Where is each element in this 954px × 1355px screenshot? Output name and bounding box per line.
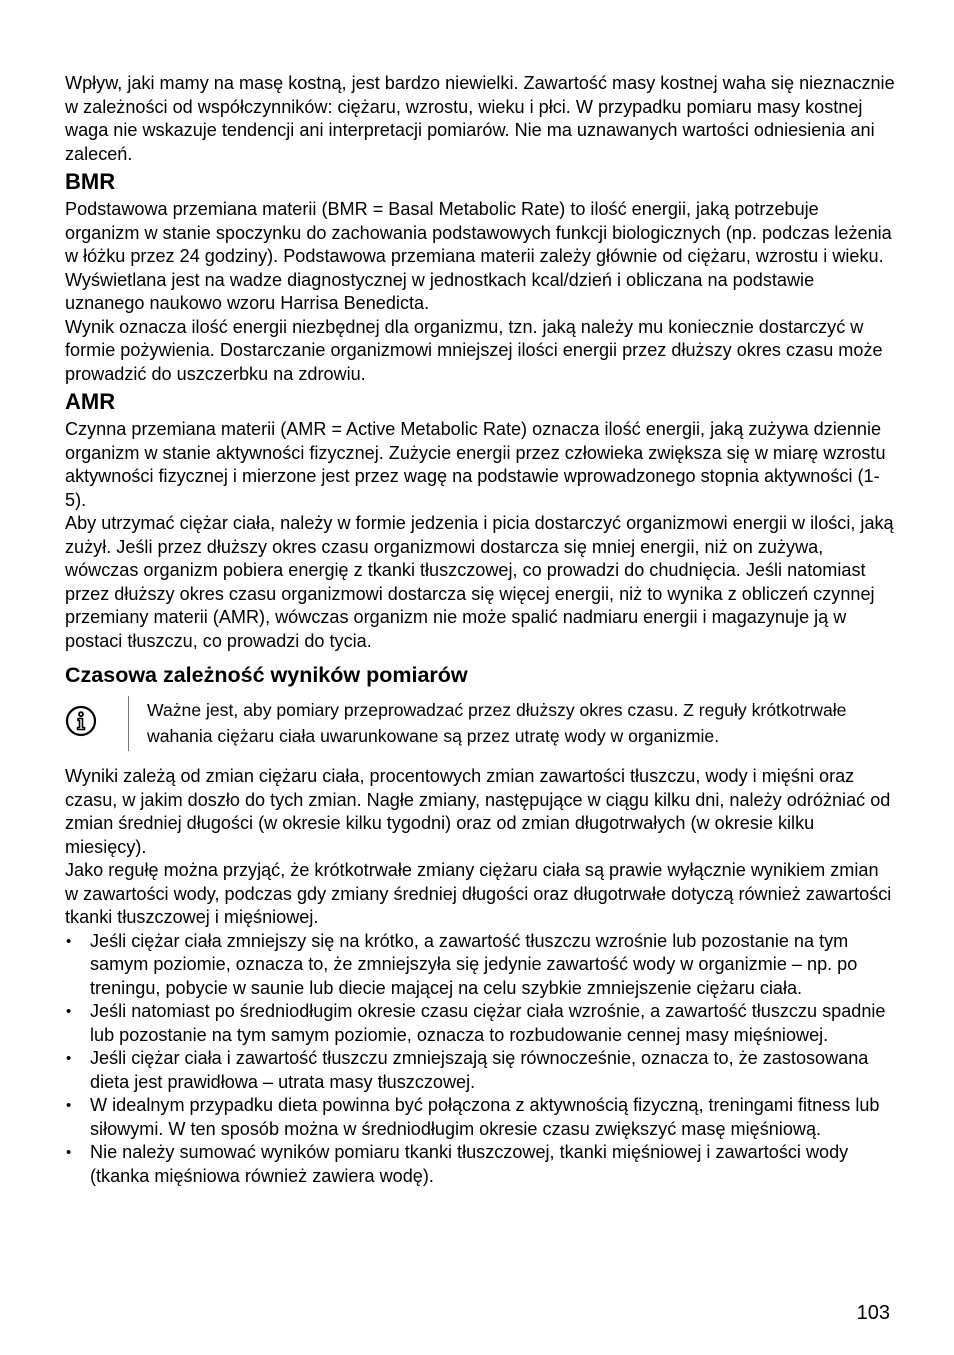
info-circle-icon xyxy=(65,698,128,744)
bmr-heading: BMR xyxy=(65,169,116,194)
czasowa-paragraph-1: Wyniki zależą od zmian ciężaru ciała, procentowych zmian zawartości tłuszczu, wody i mięśni oraz czasu, w jakim doszło do tych zmian. Nagłe zmiany, następujące w ciągu kilku dni, należy odróżniać od zmian średniej długości (w okresie kilku tygodni) oraz od zmian długotrwałych (w okresie kilku miesięcy). xyxy=(65,766,891,857)
bmr-paragraph-1: Podstawowa przemiana materii (BMR = Basal Metabolic Rate) to ilość energii, jaką potrzebuje organizm w stanie spoczynku do zachowania podstawowych funkcji biologicznych (np. podczas leżenia w łóżku przez 24 godziny). Podstawowa przemiana materii zależy głównie od ciężaru, wzrostu i wieku. Wyświetlana jest na wadze diagnostycznej w jednostkach kcal/dzień i obliczana na podstawie uznanego naukowo wzoru Harrisa Benedicta. xyxy=(65,199,892,313)
info-note-text: Ważne jest, aby pomiary przeprowadzać przez dłuższy okres czasu. Z reguły krótkotrwałe wahania ciężaru ciała uwarunkowane są przez utratę wody w organizmie. xyxy=(128,696,895,751)
list-item: • Jeśli ciężar ciała i zawartość tłuszczu zmniejszają się równocześnie, oznacza to, że zastosowana dieta jest prawidłowa – utrata masy tłuszczowej. xyxy=(65,1047,895,1094)
czasowa-heading: Czasowa zależność wyników pomiarów xyxy=(65,663,468,687)
bmr-paragraph-2: Wynik oznacza ilość energii niezbędnej dla organizmu, tzn. jaką należy mu koniecznie dostarczyć w formie pożywienia. Dostarczanie organizmowi mniejszej ilości energii przez dłuższy okres czasu może prowadzić do uszczerbku na zdrowiu. xyxy=(65,316,883,384)
document-page xyxy=(65,72,895,1188)
amr-paragraph-1: Czynna przemiana materii (AMR = Active Metabolic Rate) oznacza ilość energii, jaką zużywa dziennie organizm w stanie aktywności fizycznej. Zużycie energii przez człowieka zwiększa się w miarę wzrostu aktywności fizycznej i mierzone jest przez wagę na podstawie wprowadzonego stopnia aktywności (1-5). xyxy=(65,419,886,510)
list-item: • Jeśli ciężar ciała zmniejszy się na krótko, a zawartość tłuszczu wzrośnie lub pozostanie na tym samym poziomie, oznacza to, że zmniejszyła się jedynie zawartość wody w organizmie – np. po treningu, pobycie w saunie lub diecie mającej na celu szybkie zmniejszenie ciężaru ciała. xyxy=(65,930,895,1001)
list-item: • W idealnym przypadku dieta powinna być połączona z aktywnością fizyczną, treningami fitness lub siłowymi. W ten sposób można w średniodługim okresie czasu zwiększyć masę mięśniową. xyxy=(65,1094,895,1141)
list-item: • Jeśli natomiast po średniodługim okresie czasu ciężar ciała wzrośnie, a zawartość tłuszczu spadnie lub pozostanie na tym samym poziomie, oznacza to rozbudowanie cennej masy mięśniowej. xyxy=(65,1000,895,1047)
list-item: • Nie należy sumować wyników pomiaru tkanki tłuszczowej, tkanki mięśniowej i zawartości wody (tkanka mięśniowa również zawiera wodę). xyxy=(65,1141,895,1188)
info-note xyxy=(65,698,895,751)
intro-paragraph: Wpływ, jaki mamy na masę kostną, jest bardzo niewielki. Zawartość masy kostnej waha się nieznacznie w zależności od współczynników: ciężaru, wzrostu, wieku i płci. W przypadku pomiaru masy kostnej waga nie wskazuje tendencji ani interpretacji pomiarów. Nie ma uznawanych wartości odniesienia ani zaleceń. xyxy=(65,73,895,164)
bullet-list xyxy=(65,930,895,1189)
page-number: 103 xyxy=(856,1302,890,1324)
amr-paragraph-2: Aby utrzymać ciężar ciała, należy w formie jedzenia i picia dostarczyć organizmowi energii w ilości, jaką zużył. Jeśli przez dłuższy okres czasu organizmowi dostarcza się mniej energii, niż on zużywa, wówczas organizm pobiera energię z tkanki tłuszczowej, co prowadzi do chudnięcia. Jeśli natomiast przez dłuższy okres czasu organizmowi dostarcza się więcej energii, niż to wynika z obliczeń czynnej przemiany materii (AMR), wówczas organizm nie może spalić nadmiaru energii i magazynuje ją w postaci tłuszczu, co prowadzi do tycia. xyxy=(65,513,894,651)
czasowa-paragraph-2: Jako regułę można przyjąć, że krótkotrwałe zmiany ciężaru ciała są prawie wyłącznie wynikiem zmian w zawartości wody, podczas gdy zmiany średniej długości oraz długotrwałe dotyczą również zawartości tkanki tłuszczowej i mięśniowej. xyxy=(65,860,892,927)
amr-heading: AMR xyxy=(65,389,116,414)
